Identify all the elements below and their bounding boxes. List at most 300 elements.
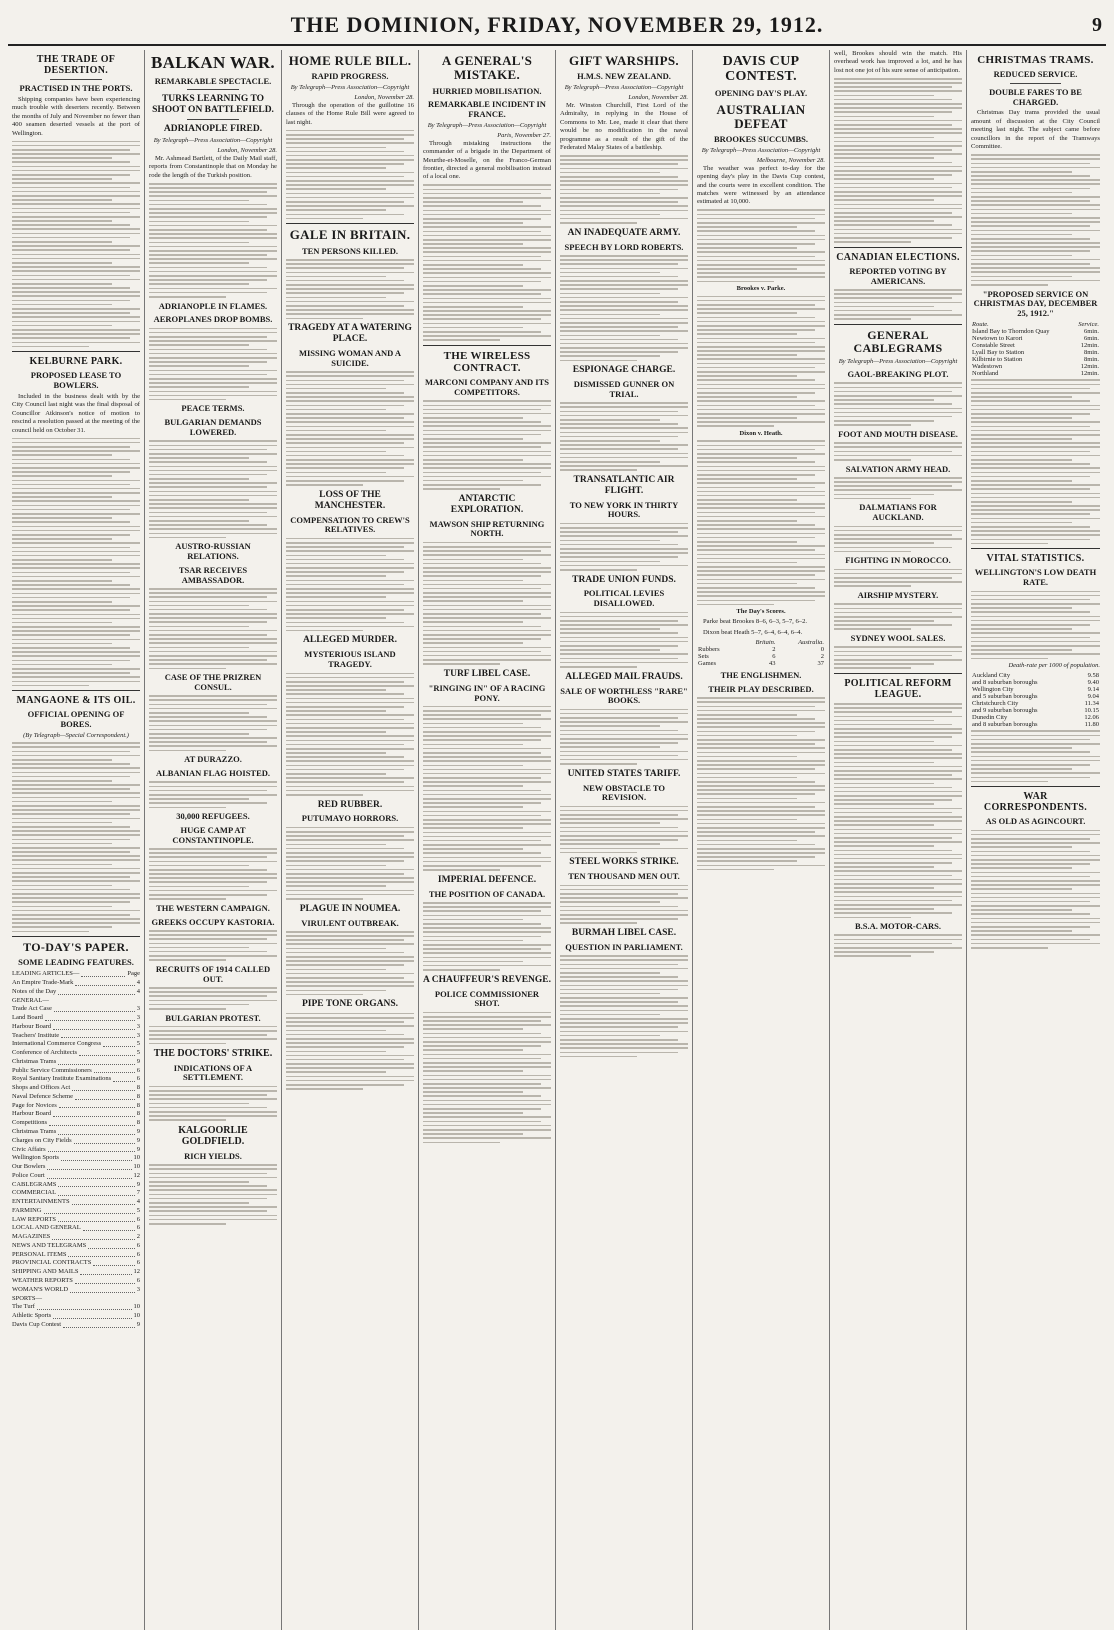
score-line: Parke beat Brookes 8–6, 6–3, 5–7, 6–2. [703, 618, 808, 626]
index-item [12, 1268, 140, 1277]
contents-index [12, 970, 140, 1329]
table-cell: Games [698, 660, 717, 668]
article-body [834, 382, 962, 425]
table-header [697, 639, 825, 646]
subhead: PEACE TERMS. [181, 403, 245, 414]
leader-dots [68, 1251, 134, 1258]
index-item-page: 8 [136, 1092, 140, 1100]
article-body [971, 830, 1100, 949]
subhead-todays-paper: SOME LEADING FEATURES. [18, 957, 134, 968]
index-item [12, 1312, 140, 1321]
article-body [12, 742, 140, 932]
index-item-page: 4 [136, 978, 140, 986]
article-body [971, 154, 1100, 285]
subhead: MAWSON SHIP RETURNING NORTH. [429, 518, 545, 539]
subhead: RECRUITS OF 1914 CALLED OUT. [155, 963, 271, 984]
table-cell: 12min. [1080, 341, 1099, 349]
index-item [12, 1040, 140, 1049]
index-item [12, 1023, 140, 1032]
table-cell: 12min. [1080, 362, 1099, 370]
article-body [834, 703, 962, 918]
subhead: SYDNEY WOOL SALES. [850, 633, 946, 644]
index-item-label: NEWS AND TELEGRAMS [12, 1241, 87, 1249]
article-body [697, 697, 825, 870]
index-item [12, 1146, 140, 1155]
index-item [12, 1259, 140, 1268]
article-lead: The weather was perfect to-day for the opening day's play in the Davis Cup contest, and the courts were in excellent condition. The matches were witnessed by an attendance estimated at 10,000. [697, 164, 825, 206]
article-body [560, 155, 688, 224]
index-item-page: 10 [133, 1163, 140, 1171]
article-body [423, 542, 551, 665]
table-body [697, 646, 825, 667]
index-item-page: 10 [133, 1312, 140, 1320]
byline: By Telegraph—Press Association—Copyright [153, 137, 273, 145]
index-item-label: ENTERTAINMENTS [12, 1198, 70, 1206]
index-item [12, 1224, 140, 1233]
headline-war-correspondents: WAR CORRESPONDENTS. [983, 791, 1088, 814]
table-cell: Auckland City [972, 671, 1011, 679]
index-item-label: Teachers' Institute [12, 1031, 60, 1039]
article-body [834, 442, 962, 460]
scores-heading: The Day's Scores. [736, 608, 786, 616]
index-item-label: PERSONAL ITEMS [12, 1250, 67, 1258]
divider [50, 79, 101, 80]
dateline: Paris, November 27. [497, 131, 551, 139]
index-item-page: 9 [136, 1145, 140, 1153]
subhead: GREEKS OCCUPY KASTORIA. [151, 916, 275, 927]
headline-general-cablegrams: GENERAL CABLEGRAMS [853, 327, 943, 356]
article-body [149, 183, 277, 298]
article-body [834, 646, 962, 669]
index-item-page: Page [127, 970, 140, 978]
subhead: LOSS OF THE MANCHESTER. [314, 489, 386, 511]
article-body [286, 673, 414, 796]
subhead: A CHAUFFEUR'S REVENGE. [423, 974, 551, 985]
index-item-label: COMMERCIAL [12, 1189, 57, 1197]
article-body [149, 781, 277, 808]
article-body [697, 440, 825, 605]
article-body [560, 806, 688, 854]
subhead: "RINGING IN" OF A RACING PONY. [428, 682, 546, 703]
leader-dots [45, 1014, 135, 1021]
table-cell: 9.40 [1087, 678, 1099, 686]
article-body [286, 538, 414, 632]
index-item [12, 1084, 140, 1093]
index-item-page: 6 [136, 1259, 140, 1267]
subhead: AT DURAZZO. [184, 754, 242, 765]
rates-heading: Death-rate per 1000 of population. [1008, 662, 1100, 670]
article-body [149, 930, 277, 961]
index-item-label: An Empire Trade-Mark [12, 978, 74, 986]
index-item [12, 1093, 140, 1102]
leader-dots [61, 1154, 132, 1161]
subhead: AN INADEQUATE ARMY. [567, 227, 681, 238]
headline-davis-cup: DAVIS CUP CONTEST. [722, 54, 800, 85]
table-cell: 0 [820, 646, 824, 654]
article-body [971, 379, 1100, 544]
table-cell: 6min. [1084, 327, 1099, 335]
index-item [12, 1189, 140, 1198]
leader-dots [58, 1216, 135, 1223]
index-item [12, 997, 140, 1006]
masthead [8, 8, 1106, 46]
article-body [286, 130, 414, 220]
subhead: MYSTERIOUS ISLAND TRAGEDY. [304, 649, 396, 670]
dateline: Melbourne, November 28. [756, 156, 825, 164]
index-item-page: 9 [136, 1127, 140, 1135]
headline-todays-paper: TO-DAY'S PAPER. [23, 940, 129, 955]
index-item-page: 5 [136, 1206, 140, 1214]
masthead-title: THE DOMINION, FRIDAY, NOVEMBER 29, 1912. [290, 12, 824, 37]
index-item-label: WOMAN'S WORLD [12, 1285, 69, 1293]
subhead: UNITED STATES TARIFF. [567, 768, 681, 779]
subhead: MISSING WOMAN AND A SUICIDE. [298, 348, 402, 368]
index-item [12, 1295, 140, 1304]
subhead: ALLEGED MURDER. [303, 635, 397, 646]
subhead: VIRULENT OUTBREAK. [301, 917, 399, 928]
leader-dots [52, 1233, 134, 1240]
subhead: THEIR PLAY DESCRIBED. [708, 683, 814, 694]
leader-dots [58, 1181, 134, 1188]
headline-christmas-trams: CHRISTMAS TRAMS. [977, 54, 1094, 66]
subhead: HURRIED MOBILISATION. [432, 85, 542, 96]
subhead: PUTUMAYO HORRORS. [301, 813, 399, 824]
table-cell: Sets [698, 653, 709, 661]
index-item-label: LOCAL AND GENERAL [12, 1224, 81, 1232]
table-row [971, 672, 1100, 679]
index-item-label: The Turf [12, 1303, 35, 1311]
index-item-page: 12 [133, 1171, 140, 1179]
article-body [423, 184, 551, 341]
index-item-page: 4 [136, 987, 140, 995]
index-item [12, 1242, 140, 1251]
index-item-label: Competitions [12, 1119, 48, 1127]
leader-dots [75, 979, 134, 986]
subhead: PIPE TONE ORGANS. [302, 999, 398, 1010]
article-body [149, 1164, 277, 1224]
scores-list [697, 618, 825, 637]
subhead: ADRIANOPLE IN FLAMES. [158, 300, 268, 311]
subhead: H.M.S. NEW ZEALAND. [577, 71, 671, 82]
table-cell: Kilbirnie to Station [972, 355, 1023, 363]
leader-dots [80, 1268, 131, 1275]
index-item [12, 1286, 140, 1295]
leader-dots [53, 1023, 135, 1030]
index-item-label: Police Court [12, 1171, 45, 1179]
index-item-page: 5 [136, 1049, 140, 1057]
leader-dots [103, 1040, 135, 1047]
column-header: Britain. [755, 639, 776, 647]
subhead: STEEL WORKS STRIKE. [569, 857, 679, 868]
table-row [971, 714, 1100, 721]
subhead: RED RUBBER. [317, 799, 383, 810]
subhead: AS OLD AS AGINCOURT. [985, 816, 1086, 827]
article-body [560, 402, 688, 471]
headline-generals-mistake: A GENERAL'S MISTAKE. [441, 53, 533, 83]
subhead: KALGOORLIE GOLDFIELD. [178, 1124, 248, 1148]
index-item [12, 1110, 140, 1119]
index-item-label: Our Bowlers [12, 1163, 46, 1171]
index-item [12, 1303, 140, 1312]
subhead-mangaone: OFFICIAL OPENING OF BORES. [27, 709, 125, 730]
article-body [286, 371, 414, 486]
table-row [971, 349, 1100, 356]
index-item-page: 9 [136, 1320, 140, 1328]
article-body [149, 695, 277, 751]
leader-dots [48, 1146, 135, 1153]
headline-balkan-war: BALKAN WAR. [151, 53, 275, 72]
index-item [12, 1005, 140, 1014]
index-item-label: GENERAL— [12, 996, 49, 1004]
index-item [12, 1277, 140, 1286]
dateline: London, November 28. [354, 93, 414, 101]
article-body [149, 1086, 277, 1121]
leader-dots [59, 1102, 135, 1109]
subhead: BULGARIAN PROTEST. [165, 1012, 261, 1023]
article-body [149, 440, 277, 538]
index-item-label: Christmas Trams [12, 1057, 57, 1065]
article-body [560, 885, 688, 924]
article-lead: Included in the business dealt with by the City Council last night was the final disposal of Councillor Atkinson's notice of motion to rescind a resolution passed at the meeting of the council held on October 31. [12, 392, 140, 434]
section-divider [286, 223, 414, 224]
divider [1010, 83, 1062, 84]
index-item [12, 970, 140, 979]
subhead: AUSTRO-RUSSIAN RELATIONS. [175, 541, 251, 562]
headline-home-rule: HOME RULE BILL. [288, 53, 412, 68]
column-header: Route. [972, 320, 989, 328]
index-item-page: 8 [136, 1119, 140, 1127]
article-body [834, 526, 962, 553]
headline-wireless: THE WIRELESS CONTRACT. [443, 350, 531, 375]
table-cell: 43 [769, 660, 776, 668]
subhead: PLAGUE IN NOUMEA. [299, 903, 401, 914]
article-body [697, 209, 825, 282]
table-row [971, 707, 1100, 714]
index-item [12, 979, 140, 988]
leader-dots [94, 1067, 135, 1074]
index-item-label: Royal Sanitary Institute Examinations [12, 1075, 112, 1083]
index-item [12, 1119, 140, 1128]
subhead: TURF LIBEL CASE. [443, 668, 531, 679]
byline: (By Telegraph—Special Correspondent.) [23, 731, 129, 739]
byline: By Telegraph—Press Association—Copyright [290, 84, 410, 92]
table-cell: 9.04 [1087, 692, 1099, 700]
match-heading: Brookes v. Parke. [736, 285, 786, 293]
table-row [971, 700, 1100, 707]
column-header: Service. [1078, 320, 1099, 328]
index-item-label: LAW REPORTS [12, 1215, 56, 1223]
subhead: ALLEGED MAIL FRAUDS. [565, 671, 683, 682]
divider [187, 119, 238, 120]
table-cell: 11.34 [1084, 699, 1099, 707]
subhead: TSAR RECEIVES AMBASSADOR. [178, 564, 248, 585]
table-cell: Lyall Bay to Station [972, 348, 1025, 356]
table-row [971, 693, 1100, 700]
index-item-label: LEADING ARTICLES— [12, 970, 80, 978]
subhead: REPORTED VOTING BY AMERICANS. [849, 265, 947, 286]
article-lead: Shipping companies have been experiencing much trouble with deserters recently. Between the months of July and November no fewer than 400 seamen deserted vessels at the port of Wellington. [12, 95, 140, 137]
leader-dots [75, 1277, 135, 1284]
table-cell: Newtown to Karori [972, 334, 1023, 342]
match-heading: Dixon v. Heath. [739, 430, 783, 438]
index-item-page: 5 [136, 1040, 140, 1048]
table-cell: 2 [772, 646, 776, 654]
article-body [971, 730, 1100, 782]
section-divider [834, 247, 962, 248]
table-cell: Dunedin City [972, 713, 1008, 721]
subhead: POLITICAL LEVIES DISALLOWED. [583, 588, 665, 609]
index-item-label: Athletic Sports [12, 1312, 52, 1320]
article-body [834, 569, 962, 587]
index-item-label: Notes of the Day [12, 987, 57, 995]
subhead: IMPERIAL DEFENCE. [437, 874, 537, 885]
article-body [560, 955, 688, 1057]
table-row [971, 342, 1100, 349]
leader-dots [47, 1163, 131, 1170]
index-item-page: 8 [136, 1101, 140, 1109]
leader-dots [79, 1049, 135, 1056]
headline-political-reform: POLITICAL REFORM LEAGUE. [844, 677, 952, 700]
index-item-page: 9 [136, 1136, 140, 1144]
table-header [971, 321, 1100, 328]
subhead: "PROPOSED SERVICE ON CHRISTMAS DAY, DECEMBER 25, 1912." [973, 288, 1098, 319]
subhead: TURKS LEARNING TO SHOOT ON BATTLEFIELD. [152, 94, 274, 116]
article-body [286, 931, 414, 995]
subhead: SPEECH BY LORD ROBERTS. [564, 241, 684, 252]
index-item-label: Christmas Trams [12, 1127, 57, 1135]
subhead: POLICE COMMISSIONER SHOT. [434, 988, 540, 1009]
column-header: Australia. [798, 639, 824, 647]
table-row [971, 335, 1100, 342]
rubbers-table [697, 639, 825, 667]
article-body [286, 827, 414, 900]
subhead: GAOL-BREAKING PLOT. [847, 369, 949, 380]
article-continuation: well, Brookes should win the match. His overhead work has improved a lot, and he has lost not one jot of his sure sense of anticipation. [834, 50, 962, 74]
index-item-page: 10 [133, 1154, 140, 1162]
index-item-page: 9 [136, 1057, 140, 1065]
leader-dots [75, 1093, 135, 1100]
leader-dots [54, 1005, 135, 1012]
table-cell: Wadestown [972, 362, 1003, 370]
leader-dots [58, 1058, 135, 1065]
table-row [971, 686, 1100, 693]
index-item-page: 4 [136, 1198, 140, 1206]
subhead: FOOT AND MOUTH DISEASE. [838, 428, 958, 439]
subhead: RICH YIELDS. [184, 1150, 242, 1161]
table-cell: 6min. [1084, 334, 1099, 342]
table-cell: 9.58 [1087, 671, 1099, 679]
index-item-page: 6 [136, 1066, 140, 1074]
index-item-label: SHIPPING AND MAILS [12, 1268, 79, 1276]
table-cell: Rubbers [698, 646, 720, 654]
subhead: SALVATION ARMY HEAD. [845, 463, 951, 474]
subhead: HUGE CAMP AT CONSTANTINOPLE. [172, 824, 254, 845]
subhead: TEN PERSONS KILLED. [301, 245, 399, 256]
index-item-label: Harbour Board [12, 1110, 52, 1118]
byline: By Telegraph—Press Association—Copyright [838, 358, 958, 366]
section-divider [423, 345, 551, 346]
index-item [12, 1163, 140, 1172]
table-row [697, 660, 825, 667]
subhead: 30,000 REFUGEES. [176, 811, 250, 822]
index-item-page: 12 [133, 1268, 140, 1276]
subhead: CASE OF THE PRIZREN CONSUL. [164, 672, 262, 692]
article-body [423, 1012, 551, 1143]
index-item-page: 3 [136, 1014, 140, 1022]
article-body [149, 848, 277, 900]
table-row [971, 356, 1100, 363]
table-cell: Northland [972, 369, 999, 377]
leader-dots [70, 1286, 135, 1293]
table-row [971, 721, 1100, 728]
dateline: London, November 28. [628, 93, 688, 101]
table-cell: Wellington City [972, 685, 1014, 693]
subhead: ADRIANOPLE FIRED. [163, 124, 263, 135]
index-item [12, 1137, 140, 1146]
subhead: REMARKABLE INCIDENT IN FRANCE. [428, 99, 546, 120]
leader-dots [72, 1084, 135, 1091]
index-item [12, 1067, 140, 1076]
subhead: TRAGEDY AT A WATERING PLACE. [288, 323, 412, 345]
subhead: BURMAH LIBEL CASE. [571, 927, 677, 938]
table-cell: and 8 suburban boroughs [972, 720, 1038, 728]
leader-dots [61, 1032, 135, 1039]
subhead: COMPENSATION TO CREW'S RELATIVES. [290, 514, 410, 535]
index-item-page: 3 [136, 1031, 140, 1039]
leader-dots [47, 1172, 132, 1179]
columns [8, 50, 1106, 1630]
index-item [12, 1172, 140, 1181]
article-body [423, 902, 551, 971]
index-item-label: Page for Novices [12, 1101, 57, 1109]
index-item-page: 3 [136, 1285, 140, 1293]
subhead: OPENING DAY'S PLAY. [714, 87, 808, 98]
table-cell: 2 [820, 653, 824, 661]
byline: By Telegraph—Press Association—Copyright [701, 146, 821, 154]
column-5 [556, 50, 693, 1630]
subhead: AEROPLANES DROP BOMBS. [153, 314, 273, 325]
leader-dots [58, 1128, 135, 1135]
table-cell: 37 [817, 660, 824, 668]
section-divider [12, 936, 140, 937]
index-item-label: Naval Defence Scheme [12, 1092, 73, 1100]
subhead: SALE OF WORTHLESS "RARE" BOOKS. [560, 685, 688, 706]
index-item-label: Civic Affairs [12, 1145, 46, 1153]
index-item-page: 7 [136, 1189, 140, 1197]
headline-canadian-elections: CANADIAN ELECTIONS. [836, 251, 960, 263]
subhead: AIRSHIP MYSTERY. [857, 589, 939, 600]
table-cell: and 8 suburban boroughs [972, 678, 1038, 686]
subhead: RAPID PROGRESS. [311, 71, 389, 82]
article-body [560, 612, 688, 668]
column-4 [419, 50, 556, 1630]
index-item-page: 6 [136, 1224, 140, 1232]
index-item [12, 1154, 140, 1163]
index-item-label: MAGAZINES [12, 1233, 51, 1241]
index-item [12, 1251, 140, 1260]
subhead: MARCONI COMPANY AND ITS COMPETITORS. [425, 377, 549, 397]
index-item [12, 1058, 140, 1067]
index-item-page: 6 [136, 1250, 140, 1258]
subhead: THE ENGLISHMEN. [720, 670, 802, 681]
index-item-label: SPORTS— [12, 1294, 42, 1302]
index-item [12, 1181, 140, 1190]
table-cell: Island Bay to Thorndon Quay [972, 327, 1050, 335]
index-item [12, 1128, 140, 1137]
table-cell: 9.14 [1087, 685, 1099, 693]
column-6 [693, 50, 830, 1630]
article-body [560, 709, 688, 765]
